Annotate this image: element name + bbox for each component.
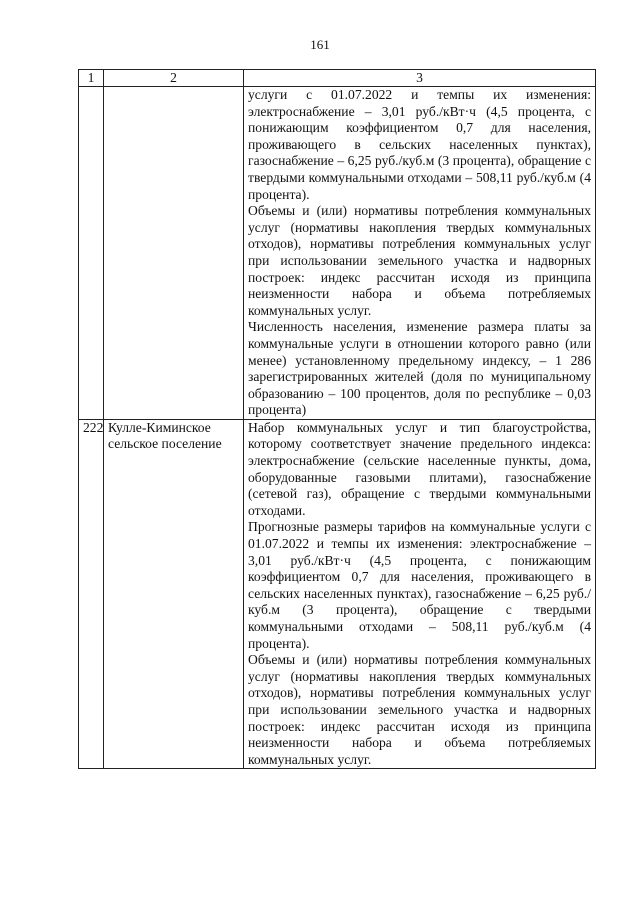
table-row (79, 87, 596, 420)
column-header-2: 2 (104, 70, 244, 87)
settlement-name (104, 87, 244, 420)
row-description (244, 419, 596, 768)
settlement-name: Кулле-Киминское сельское поселение (104, 419, 244, 768)
row-description (244, 87, 596, 420)
description-paragraph: Численность населения, изменение размера платы за коммунальные услуги в отношении которого равно (или менее) установленному предельному индексу, – 1 286 зарегистрированных жителей (доля по муниципальному образованию – 100 процентов, доля по республике – 0,03 процента) (248, 319, 591, 418)
description-paragraph: Объемы и (или) нормативы потребления коммунальных услуг (нормативы накопления твердых коммунальных отходов), нормативы потребления коммунальных услуг при использовании земельного участка и надворных построек: индекс рассчитан исходя из принципа неизменности набора и объема потребляемых коммунальных услуг. (248, 203, 591, 318)
row-number (79, 87, 104, 420)
column-header-3: 3 (244, 70, 596, 87)
page-number: 161 (310, 37, 330, 52)
description-paragraph: Набор коммунальных услуг и тип благоустройства, которому соответствует значение предельного индекса: электроснабжение (сельские населенные пункты, дома, оборудованные газовыми плитами), газоснабжение (сетевой газ), обращение с твердыми коммунальными отходами. (248, 419, 591, 518)
table-header-row (79, 70, 596, 87)
data-table (78, 69, 596, 769)
column-header-1: 1 (79, 70, 104, 87)
row-number: 222 (79, 419, 104, 768)
table-row (79, 419, 596, 768)
description-paragraph: Прогнозные размеры тарифов на коммунальные услуги с 01.07.2022 и темпы их изменения: электроснабжение – 3,01 руб./кВт·ч (4,5 процента, с понижающим коэффициентом 0,7 для населения, проживающего в сельских населенных пунктах), газоснабжение – 6,25 руб./куб.м (3 процента), обращение с твердыми коммунальными отходами – 508,11 руб./куб.м (4 процента). (248, 519, 591, 651)
description-paragraph: Объемы и (или) нормативы потребления коммунальных услуг (нормативы накопления твердых коммунальных отходов), нормативы потребления коммунальных услуг при использовании земельного участка и надворных построек: индекс рассчитан исходя из принципа неизменности набора и объема потребляемых коммунальных услуг. (248, 652, 591, 767)
description-paragraph: услуги с 01.07.2022 и темпы их изменения: электроснабжение – 3,01 руб./кВт·ч (4,5 процента, с понижающим коэффициентом 0,7 для населения, проживающего в сельских населенных пунктах), газоснабжение – 6,25 руб./куб.м (3 процента), обращение с твердыми коммунальными отходами – 508,11 руб./куб.м (4 процента). (248, 87, 591, 202)
